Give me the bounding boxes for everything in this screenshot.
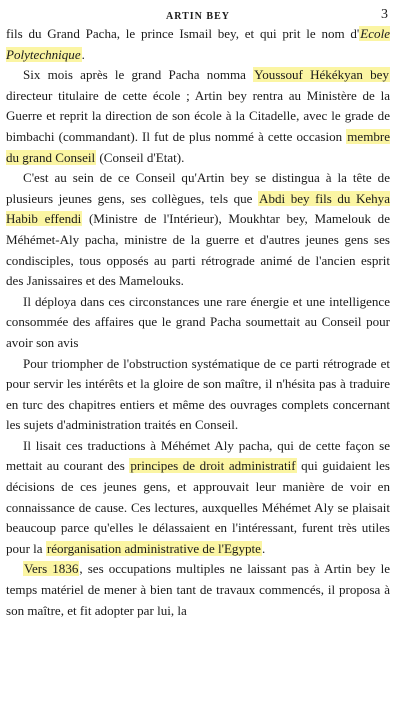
text-segment: directeur titulaire de cette école ; Artin bey rentra au Ministère de la Guerre et reprit la direction de son école à la Citadelle, avec le grade de bimbachi (commandant). Il fut de plus nommé à cette occasion [6,87,390,144]
body-text [6,24,390,621]
page-header [6,6,390,24]
highlighted-text: Youssouf Hékékyan bey [254,67,390,83]
text-segment: fils du Grand Pacha, le prince Ismail bey, et qui prit le nom d' [6,26,360,41]
highlighted-text: Abdi bey fils du Kehya Habib effendi [6,190,391,227]
paragraph [6,65,390,168]
text-segment: Six mois après le grand Pacha nomma [23,67,254,83]
highlighted-text: Ecole Polytechnique [6,26,390,62]
paragraph [6,168,390,292]
highlighted-text: réorganisation administrative de l'Egypte [46,540,261,556]
text-segment: (Ministre de l'Intérieur), Moukhtar bey, Mamelouk de Méhémet-Aly pacha, ministre de la guerre et d'autres jeunes gens ses condisciples, tous opposés au parti rétrograde animé de l'ancien esprit des Janissaires et des Mamelouks. [6,211,390,289]
highlighted-text: membre du grand Conseil [6,128,390,165]
text-segment: Il lisait ces traductions à Méhémet Aly pacha, qui de cette façon se mettait au courant des [6,437,390,474]
text-segment: . [81,46,85,62]
running-head: ARTIN BEY [166,11,230,22]
page-number: 3 [381,7,388,22]
paragraph [6,292,390,354]
text-segment: Il déploya dans ces circonstances une rare énergie et une intelligence consommée des affaires que le grand Pacha soumettait au Conseil pour avoir son avis [6,293,390,350]
paragraph [6,354,390,436]
highlighted-text: Vers 1836 [24,561,79,577]
paragraph [6,24,390,65]
text-segment: C'est au sein de ce Conseil qu'Artin bey se distingua à la tête de plusieurs jeunes gens, ses collègues, tels que [6,170,390,206]
text-segment: , ses occupations multiples ne laissant pas à Artin bey le temps matériel de mener à bien tant de travaux commencés, il proposa à son maître, et fit adopter par lui, la [6,561,390,618]
text-segment: (Conseil d'Etat). [96,149,185,165]
paragraph [6,559,390,621]
paragraph [6,436,390,560]
text-segment: qui guidaient les décisions de ces jeunes gens, et approuvait leur manière de voir en connaissance de cause. Ces lectures, auxquelles Méhémet Aly se plaisait beaucoup parce qu'elles le délassaient en l'intéressant, furent très utiles pour la [6,458,391,556]
highlighted-text: principes de droit administratif [130,458,296,474]
text-segment: . [261,540,266,556]
text-segment: Pour triompher de l'obstruction systématique de ce parti rétrograde et pour servir les intérêts et la gloire de son maître, il n'hésita pas à traduire en turc des chapitres entiers et même des ouvrages complets concernant les sujets d'administration traités en Conseil. [6,355,390,433]
